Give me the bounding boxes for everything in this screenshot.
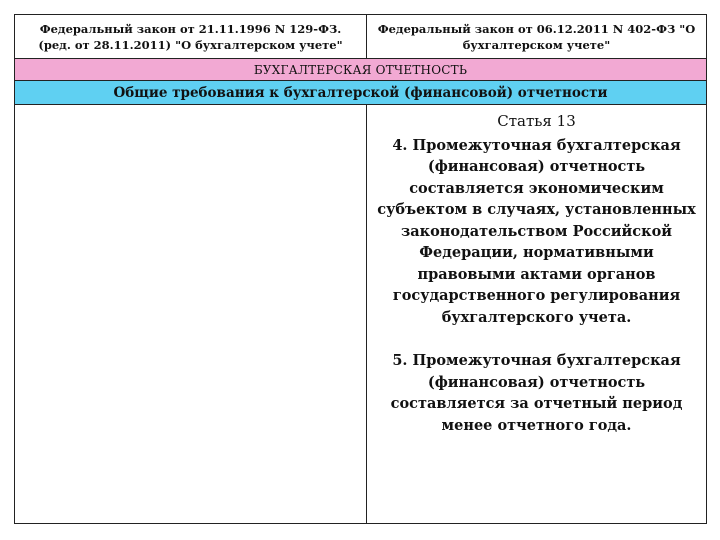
paragraph-4: 4. Промежуточная бухгалтерская (финансовая) отчетность составляется экономическим субъектом в случаях, установленных законодательством Российской Федерации, нормативными правовыми актами органов государственного регулирования бухгалтерского учета. (377, 136, 696, 326)
body-row (15, 105, 706, 523)
comparison-table (14, 14, 707, 524)
article-heading: Статья 13 (497, 112, 576, 130)
right-column-cell (367, 105, 706, 523)
paragraph-5: 5. Промежуточная бухгалтерская (финансовая) отчетность составляется за отчетный период менее отчетного года. (390, 352, 683, 434)
section-subtitle: Общие требования к бухгалтерской (финансовой) отчетности (15, 81, 706, 105)
left-column-cell (15, 105, 367, 523)
section-title: БУХГАЛТЕРСКАЯ ОТЧЕТНОСТЬ (15, 59, 706, 81)
header-row (15, 15, 706, 59)
header-right-law: Федеральный закон от 06.12.2011 N 402-ФЗ "О бухгалтерском учете" (367, 15, 706, 58)
header-left-law: Федеральный закон от 21.11.1996 N 129-ФЗ. (ред. от 28.11.2011) "О бухгалтерском учете" (15, 15, 367, 58)
paragraph-spacer (373, 328, 700, 350)
